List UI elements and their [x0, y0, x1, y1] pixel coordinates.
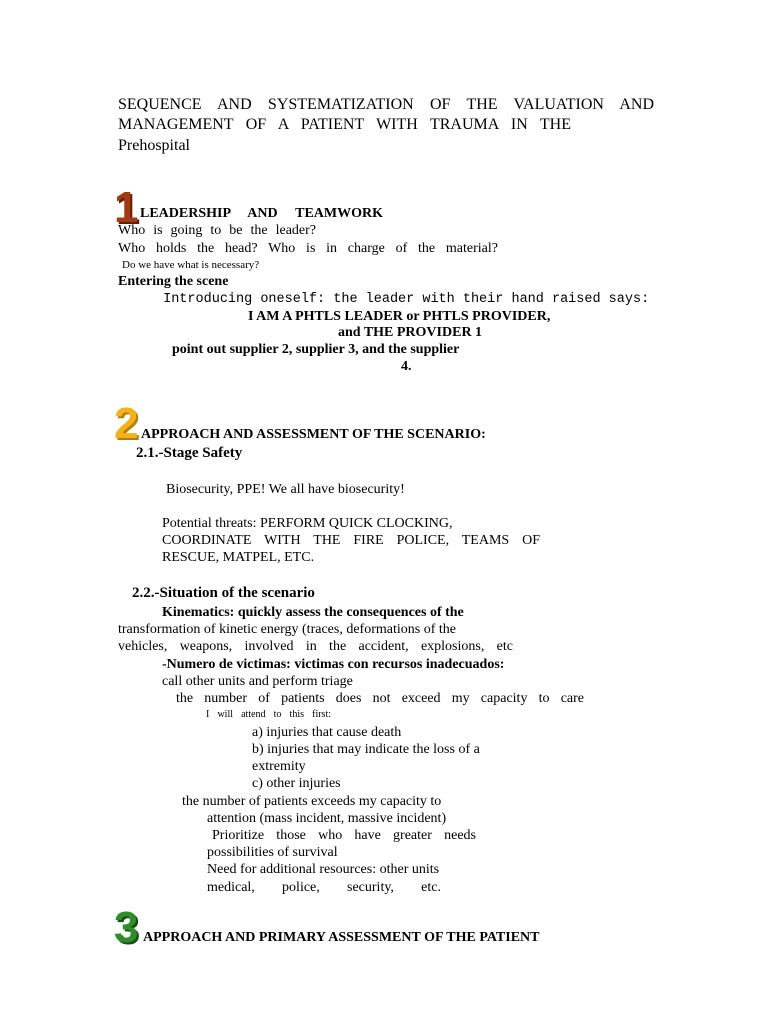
subsection-2-1-heading: 2.1.-Stage Safety — [136, 445, 243, 461]
subsection-2-2-heading: 2.2.-Situation of the scenario — [132, 585, 315, 601]
question-head-material: Who holds the head? Who is in charge of the material? — [118, 241, 498, 256]
introducing-line — [145, 291, 649, 308]
section-1-number: 1 — [114, 183, 137, 232]
exceeds-line: the number of patients exceeds my capacity to — [182, 794, 442, 809]
prioritize-line: Prioritize those who have greater needs — [212, 828, 476, 843]
question-leader: Who is going to be the leader? — [118, 223, 316, 238]
section-2-heading: APPROACH AND ASSESSMENT OF THE SCENARIO: — [141, 427, 486, 442]
provider-announcement: and THE PROVIDER 1 — [338, 325, 483, 340]
kinematics-line-2: transformation of kinetic energy (traces, deformations of the — [118, 622, 456, 637]
priority-item-a: a) injuries that cause death — [252, 725, 402, 740]
threats-line-1: Potential threats: PERFORM QUICK CLOCKING, — [162, 516, 453, 531]
document-title-line-1: SEQUENCE AND SYSTEMATIZATION OF THE VALUATION AND — [118, 96, 654, 113]
section-1-heading: LEADERSHIP AND TEAMWORK — [140, 206, 383, 221]
priority-item-b-line-1: b) injuries that may indicate the loss of a — [252, 742, 480, 757]
threats-line-2: COORDINATE WITH THE FIRE POLICE, TEAMS OF — [162, 533, 540, 548]
section-3-heading: APPROACH AND PRIMARY ASSESSMENT OF THE PATIENT — [143, 930, 540, 945]
introducing-text: Introducing oneself: the leader with their hand raised says: — [163, 292, 650, 307]
document-title-line-2: MANAGEMENT OF A PATIENT WITH TRAUMA IN THE — [118, 116, 571, 133]
supplier-line: point out supplier 2, supplier 3, and the supplier — [172, 342, 460, 357]
kinematics-line-3: vehicles, weapons, involved in the accident, explosions, etc — [118, 639, 513, 654]
call-units-line: call other units and perform triage — [162, 674, 353, 689]
survival-line: possibilities of survival — [207, 845, 338, 860]
section-3-number: 3 — [114, 903, 137, 952]
not-exceed-line: the number of patients does not exceed my capacity to care — [176, 691, 584, 706]
priority-item-b-line-2: extremity — [252, 759, 306, 774]
victims-line: -Numero de victimas: victimas con recursos inadecuados: — [162, 657, 505, 672]
priority-item-c: c) other injuries — [252, 776, 341, 791]
attend-first-line: I will attend to this first: — [206, 709, 331, 720]
document-title-line-3: Prehospital — [118, 137, 190, 154]
question-necessary: Do we have what is necessary? — [122, 259, 260, 271]
attention-line: attention (mass incident, massive incident) — [207, 811, 447, 826]
biosecurity-text: Biosecurity, PPE! We all have biosecurity! — [166, 482, 405, 497]
section-2-number: 2 — [114, 399, 137, 448]
threats-line-3: RESCUE, MATPEL, ETC. — [162, 550, 315, 565]
supplier-number: 4. — [401, 359, 412, 374]
leader-announcement: I AM A PHTLS LEADER or PHTLS PROVIDER, — [248, 309, 551, 324]
resources-line-1: Need for additional resources: other units — [207, 862, 440, 877]
kinematics-line-1: Kinematics: quickly assess the consequences of the — [162, 605, 464, 620]
entering-scene: Entering the scene — [118, 274, 229, 289]
resources-line-2: medical, police, security, etc. — [207, 880, 441, 895]
